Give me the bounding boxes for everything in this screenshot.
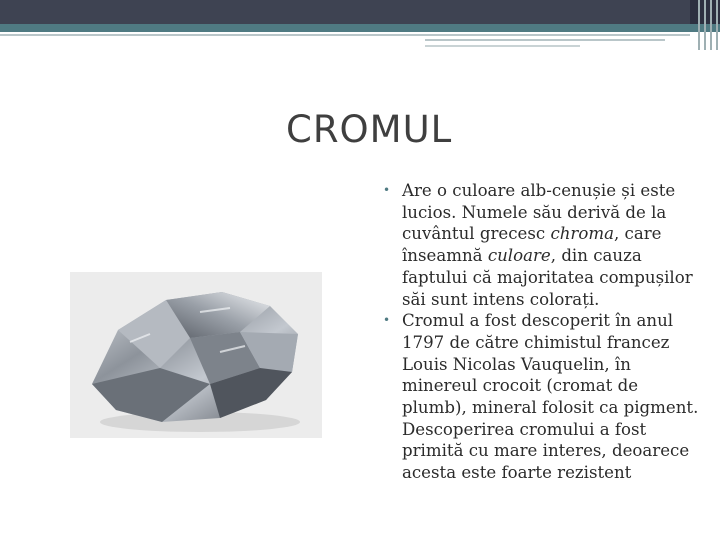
decor-line (0, 34, 690, 36)
chromium-chunk-image (70, 272, 322, 438)
bullet-list (383, 180, 703, 484)
bullet-italic-term: chroma (550, 224, 614, 244)
bullet-text: Cromul a fost descoperit în anul 1797 de către chimistul francez Louis Nicolas Vauquelin, în minereul crocoit (cromat de plumb), mineral folosit ca pigment. Descoperirea cromului a fost primită cu mare interes, deoarece acesta este foarte rezistent (402, 311, 699, 483)
bullet-text: Are o culoare alb-cenușie și este lucios. Numele său derivă de la cuvântul grecesc (402, 181, 676, 244)
bullet-italic-term: culoare (487, 246, 551, 266)
bullet-dot-icon: • (383, 183, 391, 197)
bullet-dot-icon: • (383, 313, 391, 328)
decor-line (425, 39, 665, 41)
bullet-item (383, 180, 703, 310)
slide-title: CROMUL (286, 108, 453, 151)
bullet-text: , care înseamnă (402, 224, 662, 266)
decor-line (425, 45, 580, 47)
top-bar (0, 0, 720, 24)
accent-line (0, 24, 720, 32)
decor-stripes (695, 0, 720, 50)
bullet-text: , din cauza faptului că majoritatea compușilor săi sunt intens colorați. (402, 246, 693, 309)
chromium-photo (70, 272, 322, 438)
bullet-item (383, 310, 703, 484)
